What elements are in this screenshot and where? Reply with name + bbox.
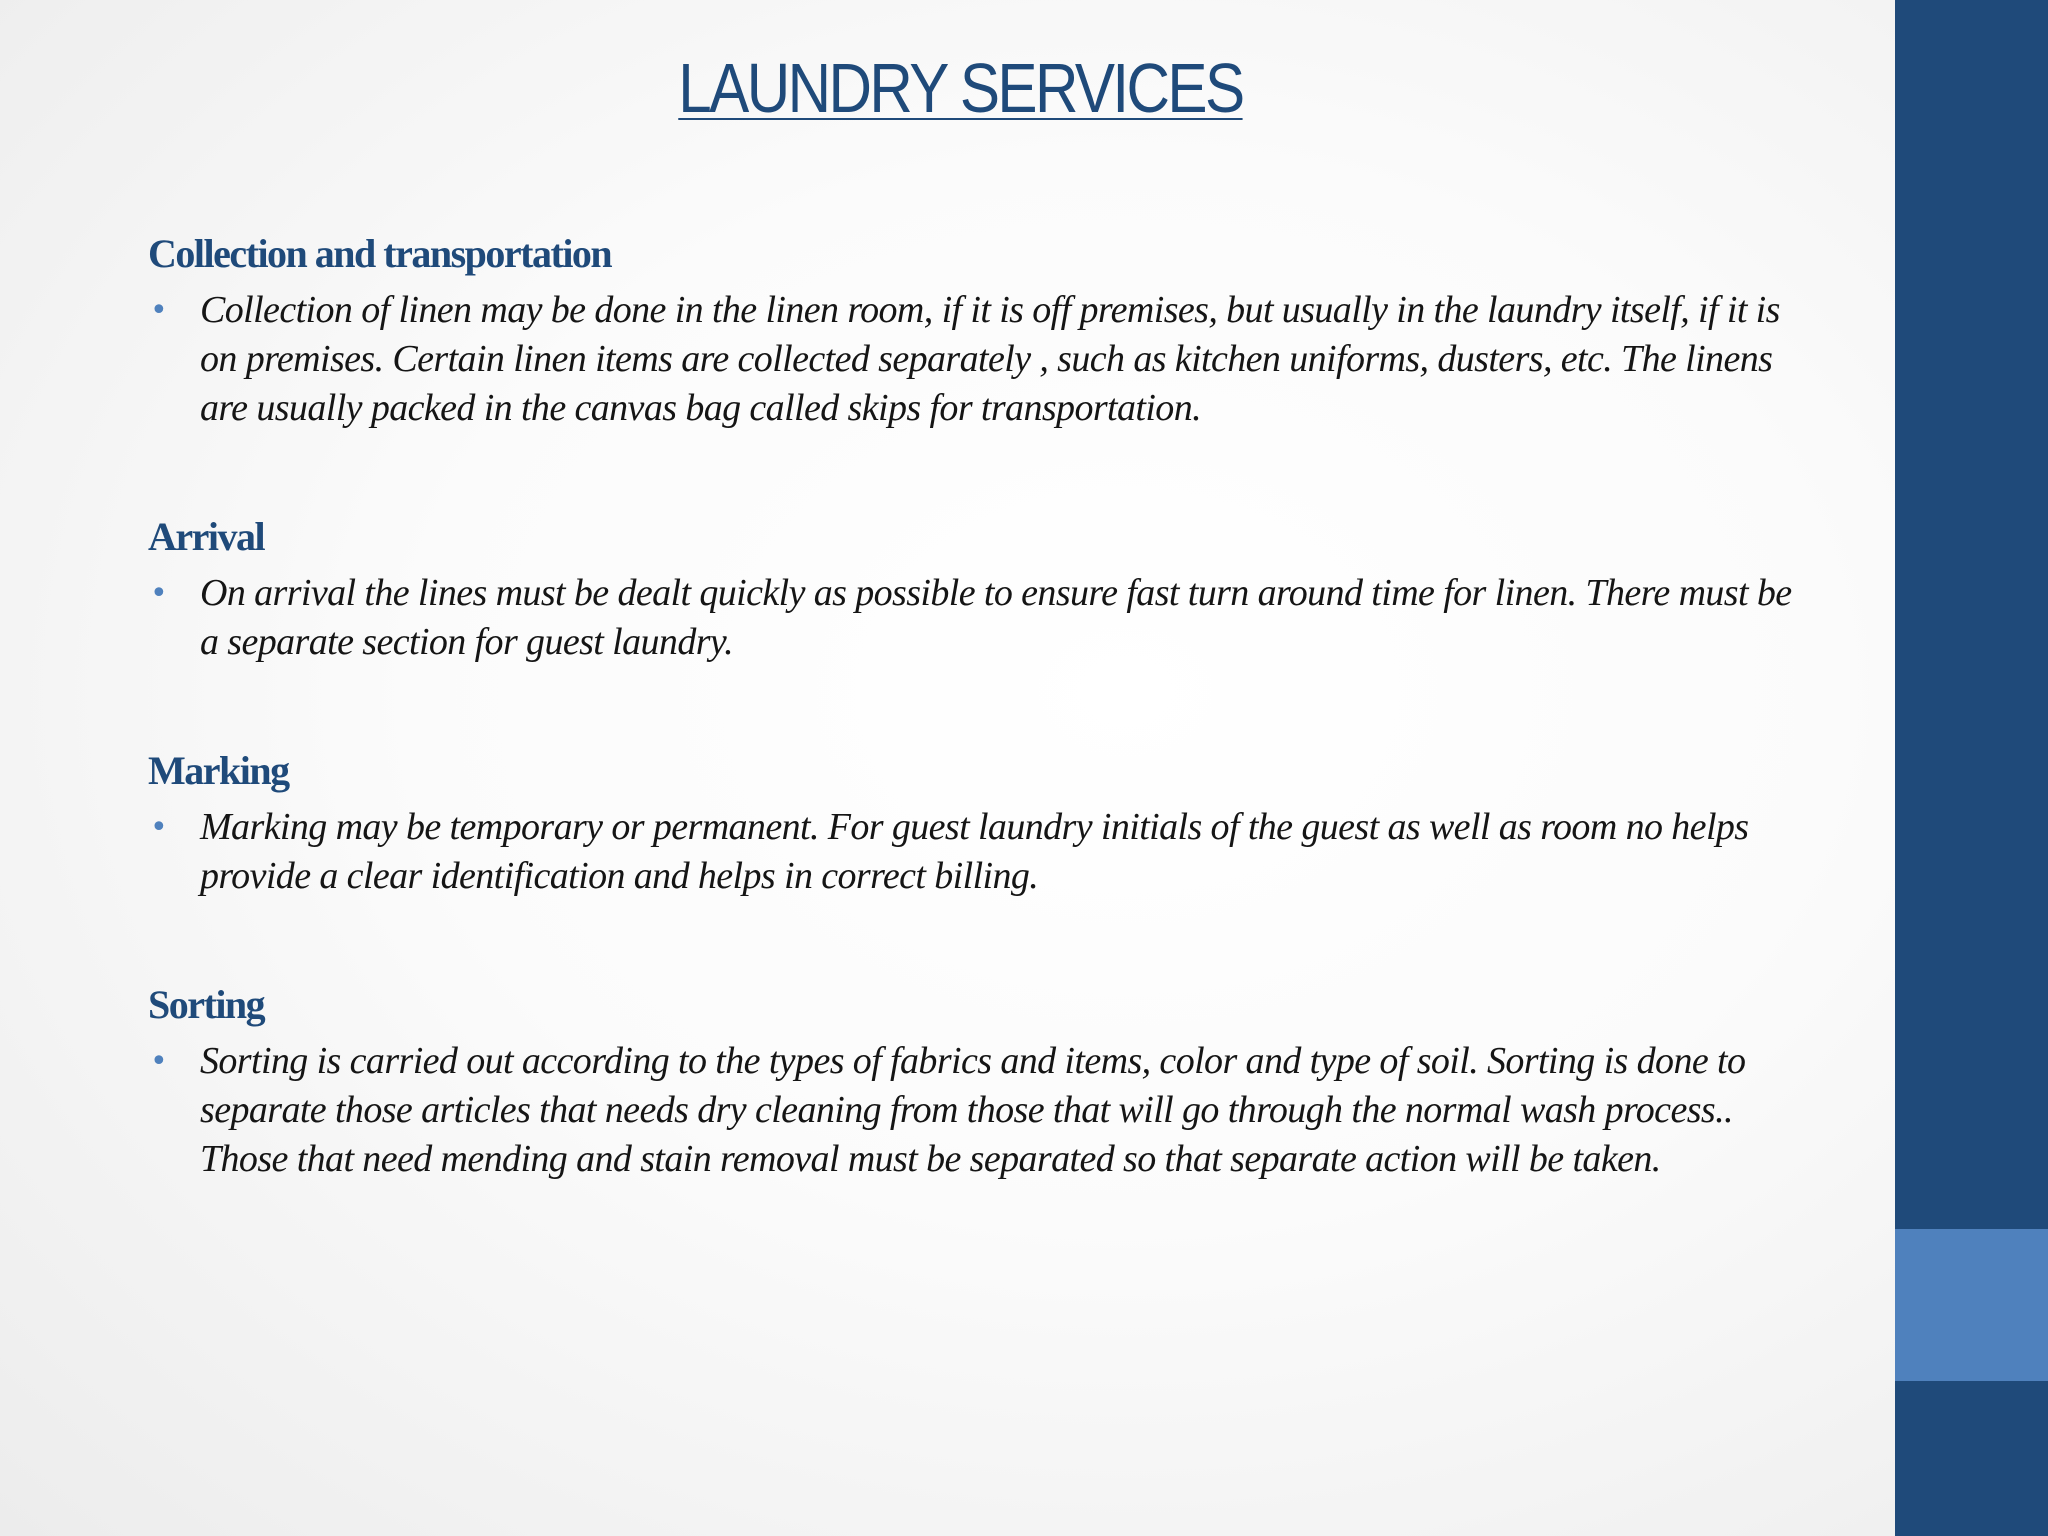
bullet-text: Marking may be temporary or permanent. For guest laundry initials of the guest as well as room no helps provide a clear identification and helps in correct billing.: [200, 806, 1749, 897]
bullet-text: On arrival the lines must be dealt quickly as possible to ensure fast turn around time for linen. There must be a separate section for guest laundry.: [200, 572, 1792, 663]
bullet-icon: •: [150, 293, 168, 328]
bullet-item: [148, 286, 1798, 433]
section-arrival: [148, 511, 1798, 667]
bullet-item: [148, 569, 1798, 667]
bullet-item: [148, 1037, 1798, 1184]
bullet-text: Collection of linen may be done in the linen room, if it is off premises, but usually in the laundry itself, if it is on premises. Certain linen items are collected separately , such as kitchen uniforms, dusters, etc. The linens are usually packed in the canvas bag called skips for transportation.: [200, 289, 1780, 429]
section-marking: [148, 745, 1798, 901]
bullet-icon: •: [150, 576, 168, 611]
section-heading: Marking: [148, 748, 289, 793]
sidebar-accent-block: [1895, 1229, 2048, 1381]
bullet-text: Sorting is carried out according to the types of fabrics and items, color and type of soil. Sorting is done to separate those articles that needs dry cleaning from those that will go through the normal wash process.. Those that need mending and stain removal must be separated so that separate action will be taken.: [200, 1040, 1746, 1180]
section-heading: Collection and transportation: [148, 231, 612, 276]
bullet-item: [148, 803, 1798, 901]
section-heading: Arrival: [148, 514, 265, 559]
bullet-icon: •: [150, 810, 168, 845]
section-heading: Sorting: [148, 982, 265, 1027]
slide-title: LAUNDRY SERVICES: [678, 49, 1243, 127]
section-sorting: [148, 979, 1798, 1184]
bullet-icon: •: [150, 1044, 168, 1079]
section-collection-and-transportation: [148, 228, 1798, 433]
